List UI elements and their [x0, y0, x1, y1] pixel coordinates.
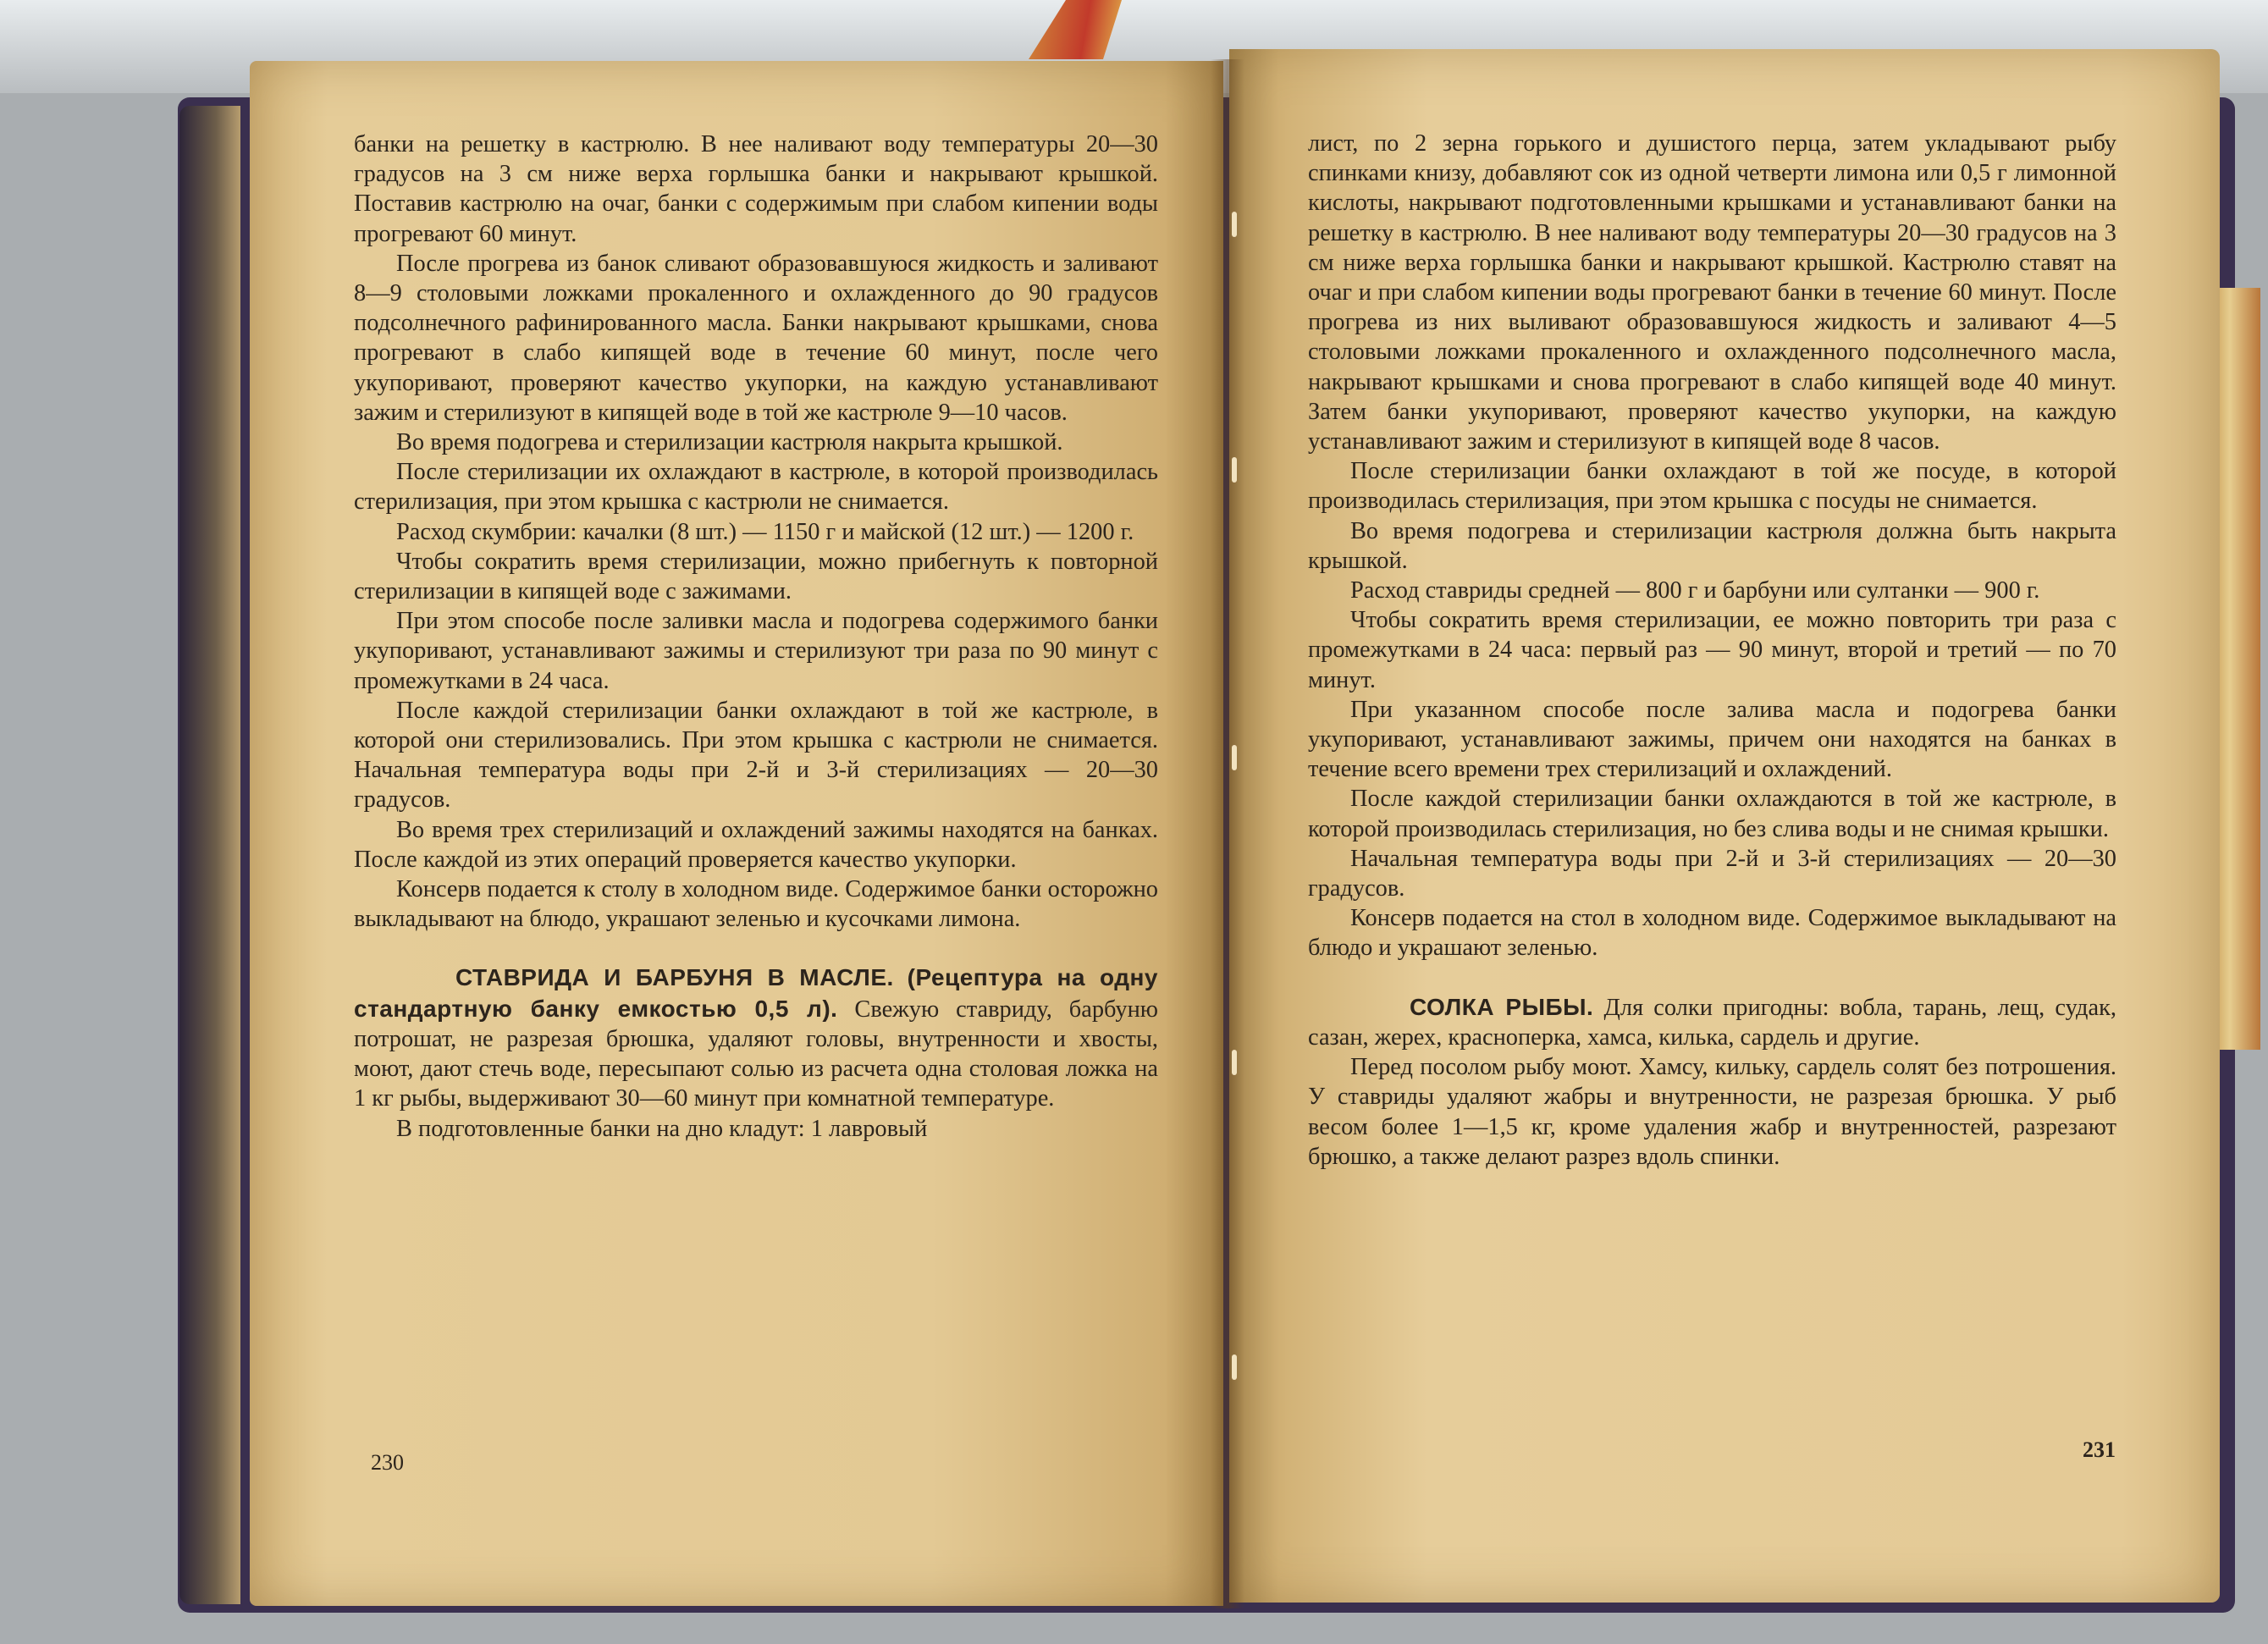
recipe-note: (Рецептура на одну стандартную банку емкостью 0,5 л).	[354, 964, 1159, 1022]
recipe-paragraph	[354, 963, 1158, 1113]
paragraph: Расход скумбрии: качалки (8 шт.) — 1150 г и майской (12 шт.) — 1200 г.	[396, 518, 1134, 545]
recipe-heading: СТАВРИДА И БАРБУНЯ В МАСЛЕ.	[455, 964, 894, 991]
section-heading: СОЛКА РЫБЫ.	[1410, 993, 1594, 1020]
paragraph: Во время трех стерилизаций и охлаждений зажимы находятся на банках. После каждой из этих операций проверяется качество укупорки.	[354, 816, 1158, 873]
paragraph: Расход ставриды средней — 800 г и барбуни или султанки — 900 г.	[1350, 577, 2040, 604]
paragraph: Начальная температура воды при 2-й и 3-й стерилизациях — 20—30 градусов.	[1308, 845, 2116, 902]
cover-edge	[179, 106, 240, 1604]
paragraph: Чтобы сократить время стерилизации, ее можно повторить три раза с промежутками в 24 часа: первый раз — 90 минут, второй и третий — по 70 минут.	[1308, 607, 2116, 693]
paragraph: После каждой стерилизации банки охлаждаются в той же кастрюле, в которой производилась стерилизация, но без слива воды и не снимая крышки.	[1308, 786, 2116, 842]
section-text: Для солки пригодны: вобла, тарань, лещ, судак, сазан, жерех, красноперка, хамса, килька, сардель и другие.	[1308, 994, 2116, 1051]
stitch-mark	[1232, 1354, 1237, 1380]
paragraph: После каждой стерилизации банки охлаждают в той же кастрюле, в которой они стерилизовались. При этом крышка с кастрюли не снимается. Начальная температура воды при 2-й и 3-й стерилизациях — 20—30 градусов.	[354, 697, 1158, 814]
paragraph: банки на решетку в кастрюлю. В нее наливают воду температуры 20—30 градусов на 3 см ниже верха горлышка банки и накрывают крышкой. Поставив кастрюлю на очаг, банки с содержимым при слабом кипении воды прогревают 60 минут.	[354, 131, 1158, 247]
paragraph: Во время подогрева и стерилизации кастрюля накрыта крышкой.	[396, 429, 1063, 456]
stitch-mark	[1232, 212, 1237, 237]
paragraph: Чтобы сократить время стерилизации, можно прибегнуть к повторной стерилизации в кипящей воде с зажимами.	[354, 548, 1158, 605]
paragraph: После прогрева из банок сливают образовавшуюся жидкость и заливают 8—9 столовыми ложками прокаленного и охлажденного до 90 градусов подсолнечного рафинированного масла. Банки накрывают крышками, снова прогревают в слабо кипящей воде в течение 60 минут, после чего укупоривают, проверяют качество укупорки, на каждую устанавливают зажим и стерилизуют в кипящей воде в той же кастрюле 9—10 часов.	[354, 250, 1158, 426]
paragraph: При этом способе после заливки масла и подогрева содержимого банки укупоривают, устанавливают зажимы и стерилизуют три раза по 90 минут с промежутками в 24 часа.	[354, 608, 1158, 694]
right-page-text	[1308, 129, 2116, 1172]
paragraph: Во время подогрева и стерилизации кастрюля должна быть накрыта крышкой.	[1308, 517, 2116, 574]
left-page-text	[354, 130, 1158, 1144]
page-number-right: 231	[2083, 1437, 2116, 1462]
section-paragraph	[1308, 992, 2116, 1052]
paragraph: Консерв подается на стол в холодном виде. Содержимое выкладывают на блюдо и украшают зеленью.	[1308, 905, 2116, 962]
paragraph: После стерилизации банки охлаждают в той же посуде, в которой производилась стерилизация, при этом крышка с посуды не снимается.	[1308, 458, 2116, 515]
stitch-mark	[1232, 745, 1237, 770]
paragraph: Консерв подается к столу в холодном виде. Содержимое банки осторожно выкладывают на блюдо, украшают зеленью и кусочками лимона.	[354, 876, 1158, 933]
paragraph: Перед посолом рыбу моют. Хамсу, кильку, сардель солят без потрошения. У ставриды удаляют жабры и внутренности, не разрезая брюшка. У рыб весом более 1—1,5 кг, кроме удаления жабр и внутренностей, разрезают брюшко, а также делают разрез вдоль спинки.	[1308, 1054, 2116, 1170]
page-number-left: 230	[371, 1450, 404, 1475]
stitch-mark	[1232, 457, 1237, 483]
recipe-text: Свежую ставриду, барбуню потрошат, не разрезая брюшка, удаляют головы, внутренности и хвосты, моют, дают стечь воде, пересыпают солью из расчета одна столовая ложка на 1 кг рыбы, выдерживают 30—60 минут при комнатной температуре.	[354, 996, 1158, 1112]
stitch-mark	[1232, 1050, 1237, 1075]
paragraph: После стерилизации их охлаждают в кастрюле, в которой производилась стерилизация, при этом крышка с кастрюли не снимается.	[354, 459, 1158, 516]
paragraph: В подготовленные банки на дно кладут: 1 лавровый	[396, 1115, 928, 1142]
paragraph: При указанном способе после залива масла и подогрева банки укупоривают, устанавливают зажимы, причем они находятся на банках в течение всего времени трех стерилизаций и охлаждений.	[1308, 696, 2116, 783]
spine-shadow	[1211, 59, 1244, 1608]
paragraph: лист, по 2 зерна горького и душистого перца, затем укладывают рыбу спинками книзу, добавляют сок из одной четверти лимона или 0,5 г лимонной кислоты, накрывают подготовленными крышками и устанавливают банки на решетку в кастрюлю. В нее наливают воду температуры 20—30 градусов на 3 см ниже верха горлышка банки и накрывают крышкой. Кастрюлю ставят на очаг и при слабом кипении воды прогревают банки в течение 60 минут. После прогрева из них выливают образовавшуюся жидкость и заливают 4—5 столовыми ложками прокаленного и охлажденного подсолнечного масла, накрывают крышками и снова прогревают в слабо кипящей воде 40 минут. Затем банки укупоривают, проверяют качество укупорки, на каждую устанавливают зажим и стерилизуют в кипящей воде 8 часов.	[1308, 130, 2116, 455]
